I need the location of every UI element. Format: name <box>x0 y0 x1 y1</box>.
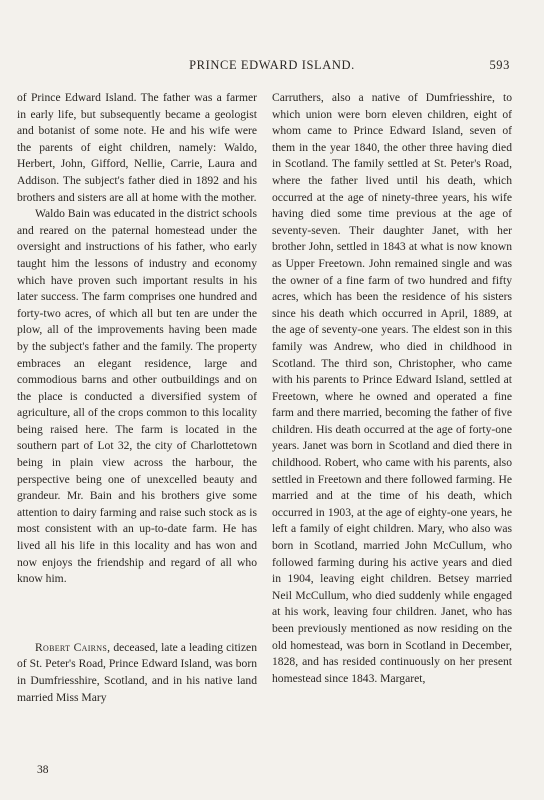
right-column <box>272 90 512 687</box>
paragraph-waldo-bain: Waldo Bain was educated in the district schools and reared on the paternal homestead under the oversight and instructions of his father, who early taught him the lessons of industry and economy which have proven such important results in his later success. The farm comprises one hundred and forty-two acres, of which all but ten are under the plow, all of the improvements having been made by the subject's father and the family. The property embraces an elegant residence, large and commodious barns and other outbuildings and on the place is conducted a diversified system of agriculture, all of the crops common to this locality being raised here. The farm is located in the southern part of Lot 32, the city of Charlottetown being in plain view across the harbour, the perspective being one of unexcelled beauty and grandeur. Mr. Bain and his brothers give some attention to dairy farming and raise such stock as is most consistent with an up-to-date farm. He has lived all his life in this locality and has won and now enjoys the friendship and regard of all who know him. <box>17 207 257 586</box>
paragraph-cairns-family: Carruthers, also a native of Dumfriesshire, to which union were born eleven children, eight of whom came to Prince Edward Island, seven of them in the year 1840, the other three having died in Scotland. The family settled at St. Peter's Road, where the father lived until his death, which occurred at the age of ninety-three years, his wife having died some time previous at the age of seventy-seven. Their daughter Janet, with her brother John, settled in 1843 at what is now known as Upper Freetown. John remained single and was the owner of a fine farm of two hundred and fifty acres, which has been the residence of his sisters since his death which occurred in April, 1889, at the age of seventy-one years. The eldest son in this family was Andrew, who died in childhood in Scotland. The third son, Christopher, who came with his parents to Prince Edward Island, settled at Freetown, where he owned and operated a fine farm and there married, becoming the father of five children. His death occurred at the age of forty-one years. Janet was born in Scotland and died there in childhood. Robert, who came with his parents, also settled in Freetown and there followed farming. He married and at the time of his death, which occurred in 1903, at the age of eighty-one years, he left a family of eight children. Mary, who also was born in Scotland, married John McCullum, who followed farming during his active years and died in 1904, leaving eight children. Betsey married Neil McCullum, who died suddenly while engaged at his work, leaving four children. Janet, who has been previously mentioned as now residing on the old homestead, was born in Scotland in December, 1828, and has resided continuously on her present homestead since 1843. Margaret, <box>272 91 512 685</box>
paragraph-bain-family: of Prince Edward Island. The father was a farmer in early life, but subsequently became a geologist and botanist of some note. He and his wife were the parents of eight children, namely: Waldo, Herbert, John, Gifford, Nellie, Carrie, Laura and Addison. The subject's father died in 1892 and his brothers and sisters are all at home with the mother. <box>17 91 257 204</box>
page-number: 593 <box>489 58 510 72</box>
subject-name: Robert Cairns, <box>35 640 111 654</box>
signature-mark: 38 <box>37 764 49 776</box>
paragraph-robert-cairns <box>17 640 257 706</box>
paragraph-robert-cairns-text: deceased, late a leading citizen of St. Peter's Road, Prince Edward Island, was born in Dumfriesshire, Scotland, and in his native land married Miss Mary <box>17 640 257 704</box>
running-title: PRINCE EDWARD ISLAND. <box>189 58 355 72</box>
left-column <box>17 90 257 706</box>
page-header <box>0 58 544 76</box>
